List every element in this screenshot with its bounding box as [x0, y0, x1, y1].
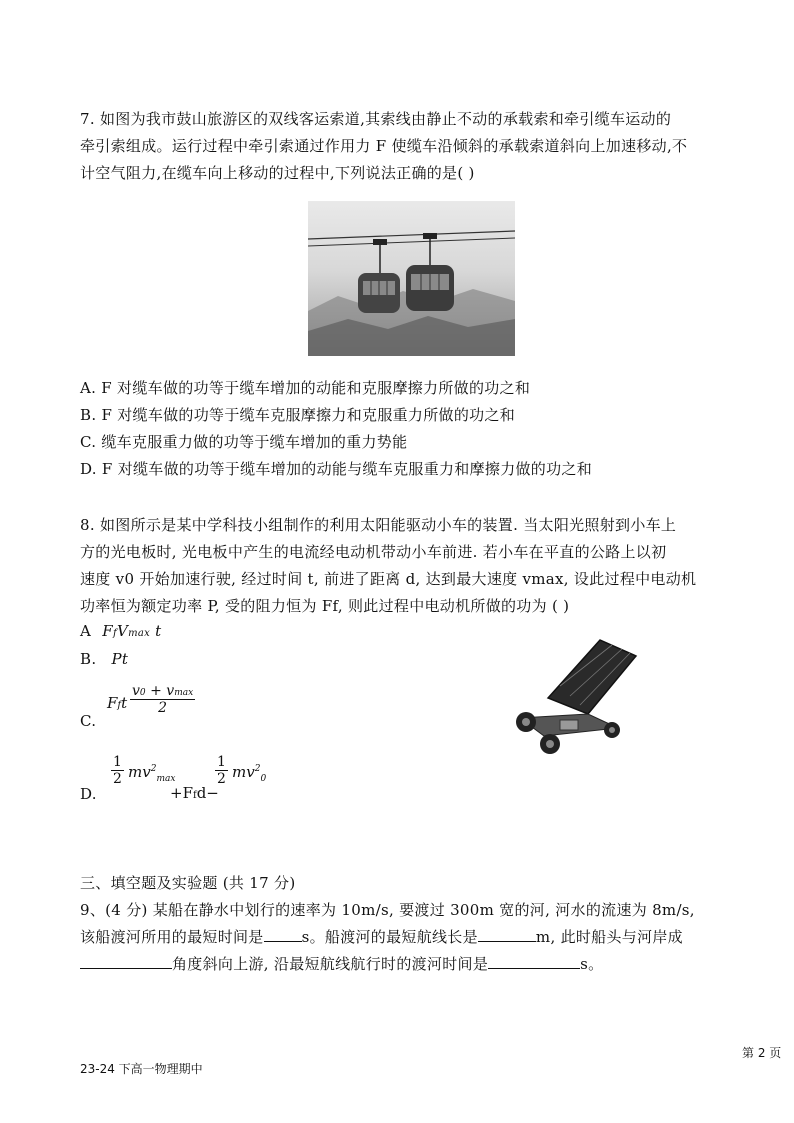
- q7-option-c: C. 缆车克服重力做的功等于缆车增加的重力势能: [80, 433, 408, 451]
- page-number: 第 2 页: [742, 1046, 782, 1060]
- exam-title-footer: 23-24 下高一物理期中: [80, 1062, 203, 1076]
- q8-option-d-term-2: +Ffd−: [170, 784, 219, 802]
- q9-blank-1[interactable]: [264, 927, 302, 942]
- q8-line-2: 方的光电板时, 光电板中产生的电流经电动机带动小车前进. 若小车在平直的公路上以初: [80, 543, 667, 561]
- q8-option-c-label: C.: [80, 712, 97, 730]
- q9-line-3: [80, 953, 603, 974]
- q9-text-3a: 角度斜向上游, 沿最短航线航行时的渡河时间是: [172, 955, 489, 973]
- q7-line-2: 牵引索组成。运行过程中牵引索通过作用力 F 使缆车沿倾斜的承载索道斜向上加速移动,不: [80, 137, 688, 155]
- q8-option-b: [80, 650, 128, 668]
- q8-option-a-expr: F: [102, 622, 113, 640]
- q7-line-3: 计空气阻力,在缆车向上移动的过程中,下列说法正确的是( ): [80, 164, 475, 182]
- q8-option-c-expr: Fft: [107, 694, 128, 712]
- q9-text-3b: s。: [580, 955, 604, 973]
- q9-line-1: 9、(4 分) 某船在静水中划行的速率为 10m/s, 要渡过 300m 宽的河, 河水的流速为 8m/s,: [80, 901, 695, 919]
- q8-line-3: 速度 v0 开始加速行驶, 经过时间 t, 前进了距离 d, 达到最大速度 vmax, 设此过程中电动机: [80, 570, 697, 588]
- q8-option-d-frac-2: $\frac{1}{2}$: [217, 754, 226, 787]
- q8-option-b-expr: Pt: [111, 650, 129, 668]
- q8-option-b-label: B.: [80, 650, 97, 668]
- q8-option-a: A FfVmax t: [80, 622, 162, 640]
- q8-option-d-frac-1: $\frac{1}{2}$: [113, 754, 122, 787]
- q9-blank-4[interactable]: [488, 954, 580, 969]
- q9-text-2a: 该船渡河所用的最短时间是: [80, 928, 264, 946]
- q9-text-2c: m, 此时船头与河岸成: [535, 928, 683, 946]
- q9-blank-3[interactable]: [80, 954, 172, 969]
- q8-line-1: 8. 如图所示是某中学科技小组制作的利用太阳能驱动小车的装置. 当太阳光照射到小车上: [80, 516, 677, 534]
- q8-option-d-term-1: $mv^2_{max}$: [128, 763, 176, 784]
- solar-car-image: [500, 636, 640, 756]
- q7-line-1: 7. 如图为我市鼓山旅游区的双线客运索道,其索线由静止不动的承载索和牵引缆车运动的: [80, 110, 672, 128]
- q9-text-2b: s。船渡河的最短航线长是: [301, 928, 478, 946]
- q8-option-d-term-3: $mv^2_0$: [232, 763, 267, 784]
- section-3-title: 三、填空题及实验题 (共 17 分): [80, 874, 296, 892]
- q7-option-b: B. F 对缆车做的功等于缆车克服摩擦力和克服重力所做的功之和: [80, 406, 516, 424]
- cable-car-photo: [308, 201, 515, 356]
- q9-line-2: [80, 926, 683, 947]
- q8-option-c-fraction: v0 + vmax 2: [132, 683, 194, 716]
- q8-line-4: 功率恒为额定功率 P, 受的阻力恒为 Ff, 则此过程中电动机所做的功为 ( ): [80, 597, 570, 615]
- q7-option-a: A. F 对缆车做的功等于缆车增加的动能和克服摩擦力所做的功之和: [80, 379, 531, 397]
- q8-option-a-label: A: [80, 622, 92, 640]
- q7-option-d: D. F 对缆车做的功等于缆车增加的动能与缆车克服重力和摩擦力做的功之和: [80, 460, 593, 478]
- q9-blank-2[interactable]: [478, 927, 536, 942]
- q8-option-d-label: D.: [80, 785, 97, 803]
